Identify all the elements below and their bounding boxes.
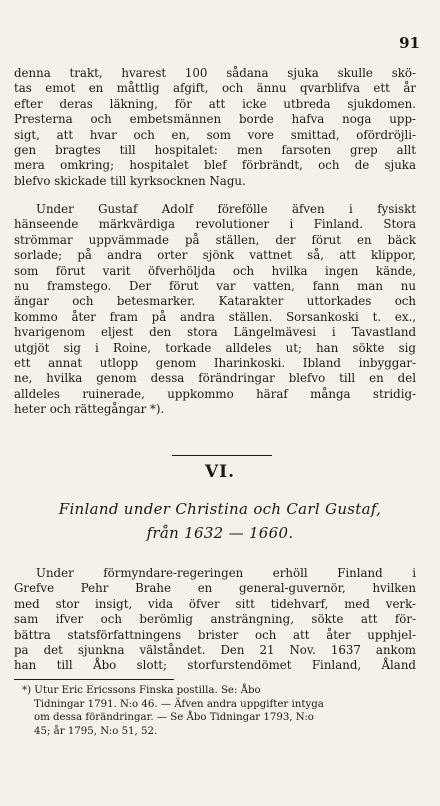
text-line: ne, hvilka genom dessa förändringar blefvo till en del xyxy=(14,371,416,386)
footnote-line: om dessa förändringar. — Se Åbo Tidningar 1793, N:o xyxy=(34,712,314,724)
text-line: gen bragtes till hospitalet: men farsoten grep allt xyxy=(14,143,416,158)
page-number: 91 xyxy=(399,34,420,52)
paragraph-physical-revolutions xyxy=(14,202,416,418)
footnote-line: Tidningar 1791. N:o 46. — Äfven andra uppgifter intyga xyxy=(34,698,324,710)
paragraph-leprosy-hospital xyxy=(14,66,416,189)
section-divider xyxy=(172,455,272,456)
chapter-years: från 1632 — 1660. xyxy=(146,524,294,542)
text-line: ängar och betesmarker. Katarakter uttorkades och xyxy=(14,294,416,309)
footnote xyxy=(22,684,418,738)
text-line: bättra statsförfattningens brister och att åter upphjel- xyxy=(14,627,416,642)
chapter-title: Finland under Christina och Carl Gustaf, xyxy=(58,500,382,518)
section-number: VI. xyxy=(204,462,236,482)
paragraph-regency xyxy=(14,566,416,674)
text-line: Under Gustaf Adolf förefölle äfven i fysiskt xyxy=(36,202,416,216)
text-line: ett annat utlopp genom Iharinkoski. Ibland inbyggar- xyxy=(14,356,416,371)
text-line: blefvo skickade till kyrksocknen Nagu. xyxy=(14,173,246,188)
text-line: hänseende märkvärdiga revolutioner i Finland. Stora xyxy=(14,217,416,232)
text-line: Presterna och embetsmännen borde hafva noga upp- xyxy=(14,112,416,127)
text-line: sorlade; på andra orter sjönk vattnet så, att klippor, xyxy=(14,248,416,263)
text-line: mera omkring; hospitalet blef förbrändt, och de sjuka xyxy=(14,158,416,173)
text-line: nu framstego. Der förut var vatten, fann man nu xyxy=(14,279,416,294)
text-line: hvarigenom eljest den stora Längelmävesi i Tavastland xyxy=(14,325,416,340)
footnote-line: *) Utur Eric Ericssons Finska postilla. Se: Åbo xyxy=(22,685,261,696)
text-line: Under förmyndare-regeringen erhöll Finland i xyxy=(36,566,416,580)
text-line: kommo åter fram på andra ställen. Sorsankoski t. ex., xyxy=(14,309,416,324)
text-line: efter deras läkning, för att icke utbreda sjukdomen. xyxy=(14,96,416,111)
text-line: som förut varit öfverhöljda och hvilka ingen kände, xyxy=(14,263,416,278)
footnote-line: 45; år 1795, N:o 51, 52. xyxy=(34,725,158,737)
text-line: han till Åbo slott; storfurstendömet Finland, Åland xyxy=(14,658,416,673)
text-line: denna trakt, hvarest 100 sådana sjuka skulle skö- xyxy=(14,66,416,80)
text-line: alldeles ruinerade, uppkommo häraf många stridig- xyxy=(14,386,416,401)
text-line: sigt, att hvar och en, som vore smittad, ofördröjli- xyxy=(14,127,416,142)
text-line: pa det sjunkna välståndet. Den 21 Nov. 1637 ankom xyxy=(14,643,416,658)
text-line: strömmar uppvämmade på ställen, der förut en bäck xyxy=(14,232,416,247)
text-line: sam ifver och berömlig ansträngning, sökte att för- xyxy=(14,612,416,627)
text-line: tas emot en måttlig afgift, och ännu qvarblifva ett år xyxy=(14,81,416,96)
text-line: utgjöt sig i Roine, torkade alldeles ut; han sökte sig xyxy=(14,340,416,355)
footnote-rule xyxy=(14,679,174,680)
text-line: Grefve Pehr Brahe en general-guvernör, hvilken xyxy=(14,581,416,596)
text-line: med stor insigt, vida öfver sitt tidehvarf, med verk- xyxy=(14,596,416,611)
text-line: heter och rättegångar *). xyxy=(14,402,165,417)
